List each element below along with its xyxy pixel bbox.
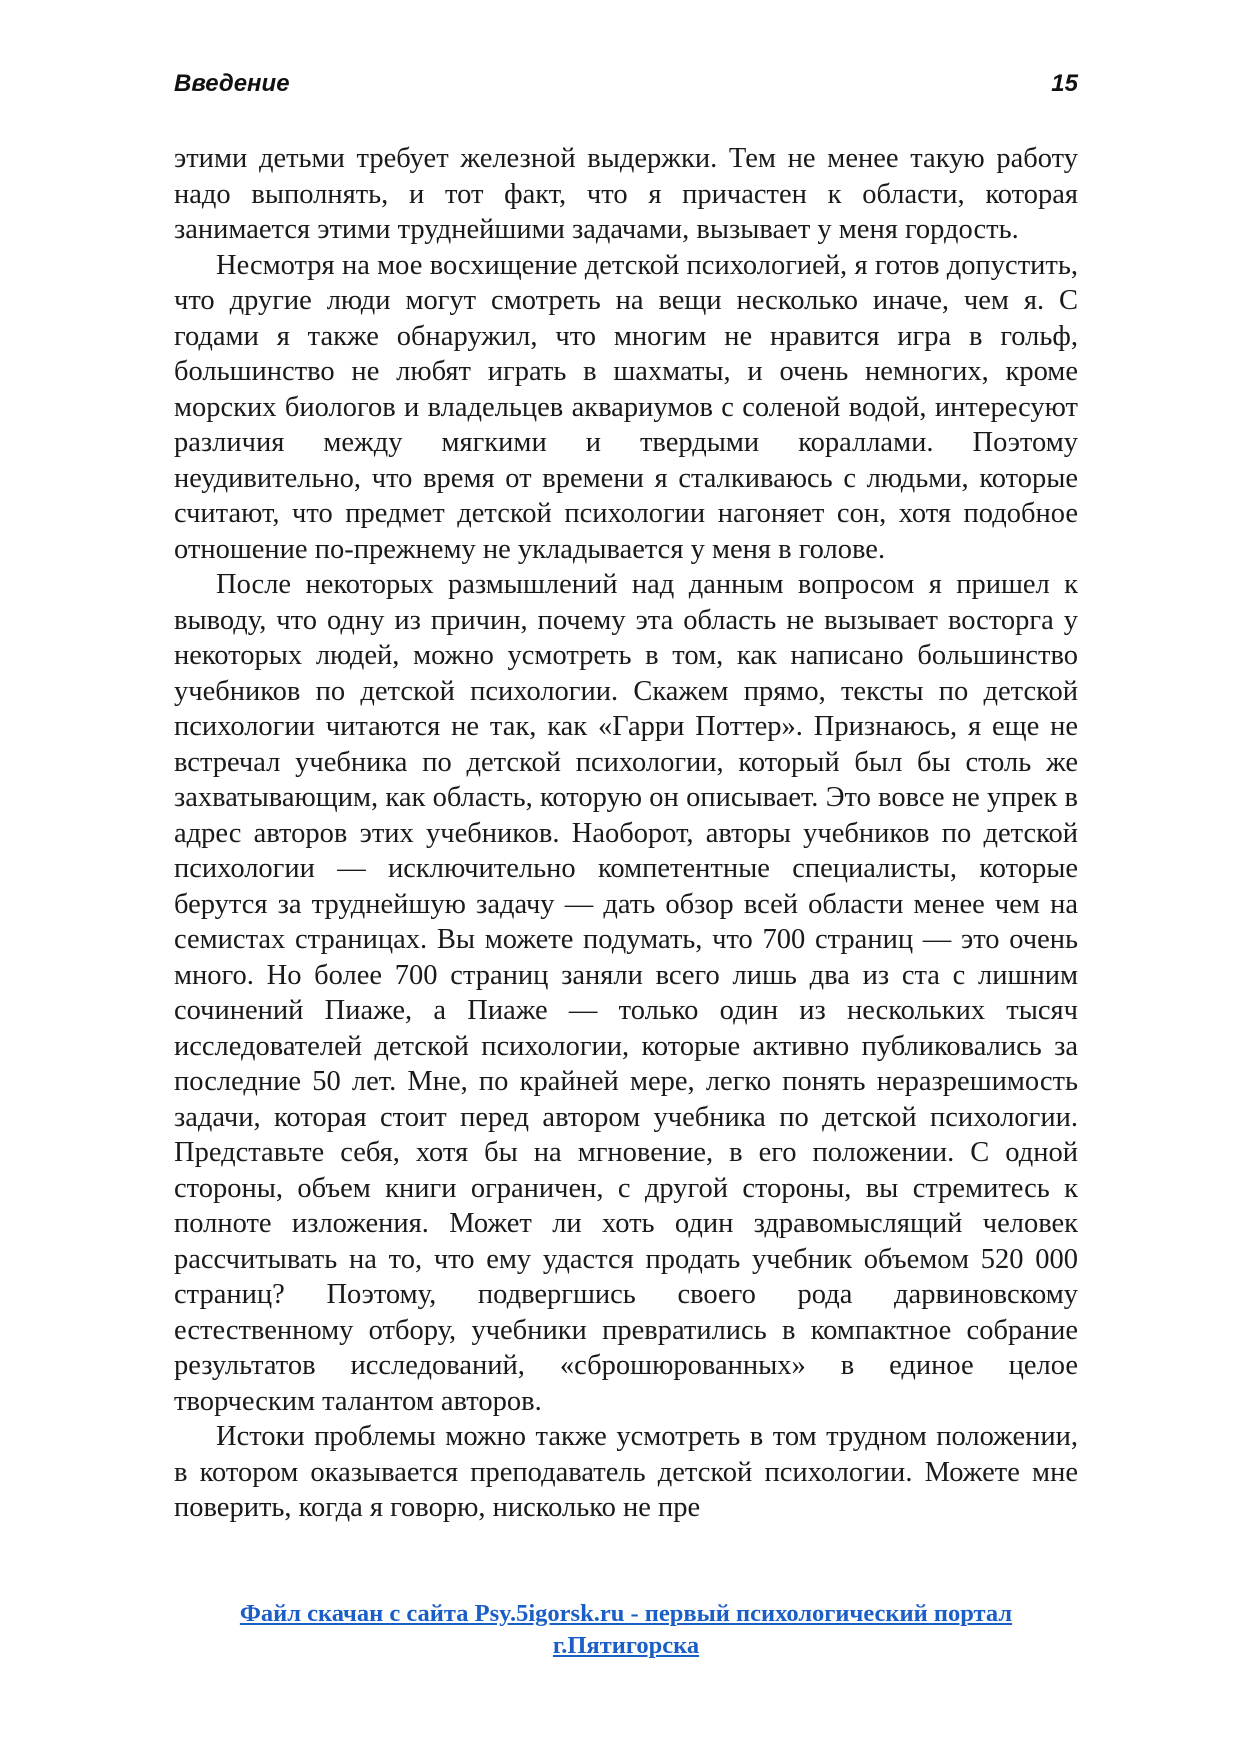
download-source-link[interactable] [174, 1598, 1078, 1662]
running-head-title: Введение [174, 70, 290, 97]
paragraph-truncated: Истоки проблемы можно также усмотреть в том трудном положении, в котором оказывается преподаватель детской психологии. Можете мне поверить, когда я говорю, нисколько не пре [174, 1421, 1078, 1523]
body-text [174, 141, 1078, 1526]
page-header [174, 70, 1078, 106]
footer-link-line-1: Файл скачан с сайта Psy.5igorsk.ru - первый психологический портал [239, 1600, 1013, 1627]
footer-link-line-2: г.Пятигорска [552, 1632, 700, 1659]
paragraph-continued: этими детьми требует железной выдержки. Тем не менее такую работу надо выполнять, и тот факт, что я причастен к области, которая занимается этими труднейшими задачами, вызывает у меня гордость. [174, 143, 1078, 245]
paragraph: Несмотря на мое восхищение детской психологией, я готов допустить, что другие люди могут смотреть на вещи несколько иначе, чем я. С годами я также обнаружил, что многим не нравится игра в гольф, большинство не любят играть в шахматы, и очень немногих, кроме морских биологов и владельцев аквариумов с соленой водой, интересуют различия между мягкими и твердыми кораллами. Поэтому неудивительно, что время от времени я сталкиваюсь с людьми, которые считают, что предмет детской психологии нагоняет сон, хотя подобное отношение по-прежнему не укладывается у меня в голове. [174, 249, 1078, 565]
paragraph: После некоторых размышлений над данным вопросом я пришел к выводу, что одну из причин, почему эта область не вызывает восторга у некоторых людей, можно усмотреть в том, как написано большинство учебников по детской психологии. Скажем прямо, тексты по детской психологии читаются не так, как «Гарри Поттер». Признаюсь, я еще не встречал учебника по детской психологии, который был бы столь же захватывающим, как область, которую он описывает. Это вовсе не упрек в адрес авторов этих учебников. Наоборот, авторы учебников по детской психологии — исключительно компетентные специалисты, которые берутся за труднейшую задачу — дать обзор всей области менее чем на семистах страницах. Вы можете подумать, что 700 страниц — это очень много. Но более 700 страниц заняли всего лишь два из ста с лишним сочинений Пиаже, а Пиаже — только один из нескольких тысяч исследователей детской психологии, которые активно публиковались за последние 50 лет. Мне, по крайней мере, легко понять неразрешимость задачи, которая стоит перед автором учебника по детской психологии. Представьте себя, хотя бы на мгновение, в его положении. С одной стороны, объем книги ограничен, с другой стороны, вы стремитесь к полноте изложения. Может ли хоть один здравомыслящий человек рассчитывать на то, что ему удастся продать учебник объемом 520 000 страниц? Поэтому, подвергшись своего рода дарвиновскому естественному отбору, учебники превратились в компактное собрание результатов исследований, «сброшюрованных» в единое целое творческим талантом авторов. [174, 569, 1078, 1417]
page-number: 15 [1051, 70, 1078, 97]
